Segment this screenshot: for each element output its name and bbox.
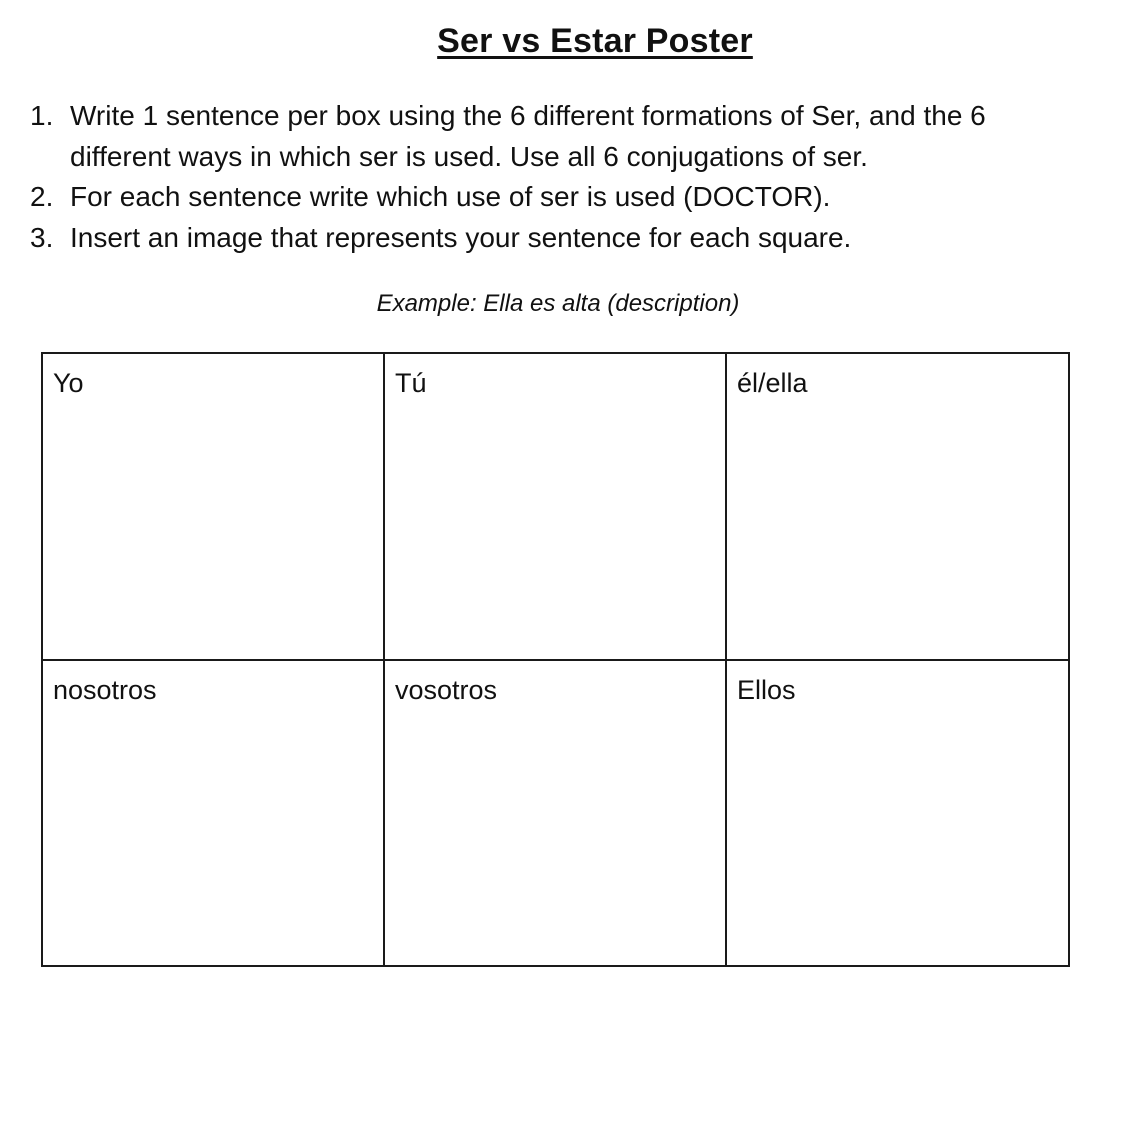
instruction-text: Insert an image that represents your sentence for each square. (70, 221, 852, 253)
grid-cell-nosotros[interactable] (43, 661, 385, 965)
instruction-number: 2. (30, 181, 54, 212)
example-line: Example: Ella es alta (description) (376, 290, 740, 317)
cell-label: él/ella (737, 368, 808, 398)
grid-cell-el-ella[interactable] (727, 354, 1068, 661)
instruction-item (30, 177, 1090, 218)
instruction-text: For each sentence write which use of ser is used (DOCTOR). (70, 181, 831, 212)
instruction-number: 1. (30, 100, 54, 131)
cell-label: Ellos (737, 675, 796, 705)
instruction-item (30, 218, 1090, 259)
instruction-list (30, 96, 1090, 258)
cell-label: Yo (53, 368, 84, 398)
cell-label: vosotros (395, 675, 498, 705)
instruction-number: 3. (30, 221, 54, 253)
conjugation-grid (41, 352, 1070, 967)
instruction-item (30, 96, 1090, 177)
grid-cell-ellos[interactable] (727, 661, 1068, 965)
grid-cell-yo[interactable] (43, 354, 385, 661)
grid-cell-vosotros[interactable] (385, 661, 727, 965)
page-title: Ser vs Estar Poster (437, 22, 753, 60)
cell-label: nosotros (53, 675, 157, 705)
cell-label: Tú (395, 368, 427, 398)
instruction-text: Write 1 sentence per box using the 6 different formations of Ser, and the 6 different ways in which ser is used. Use all 6 conjugations of ser. (70, 100, 986, 172)
grid-cell-tu[interactable] (385, 354, 727, 661)
